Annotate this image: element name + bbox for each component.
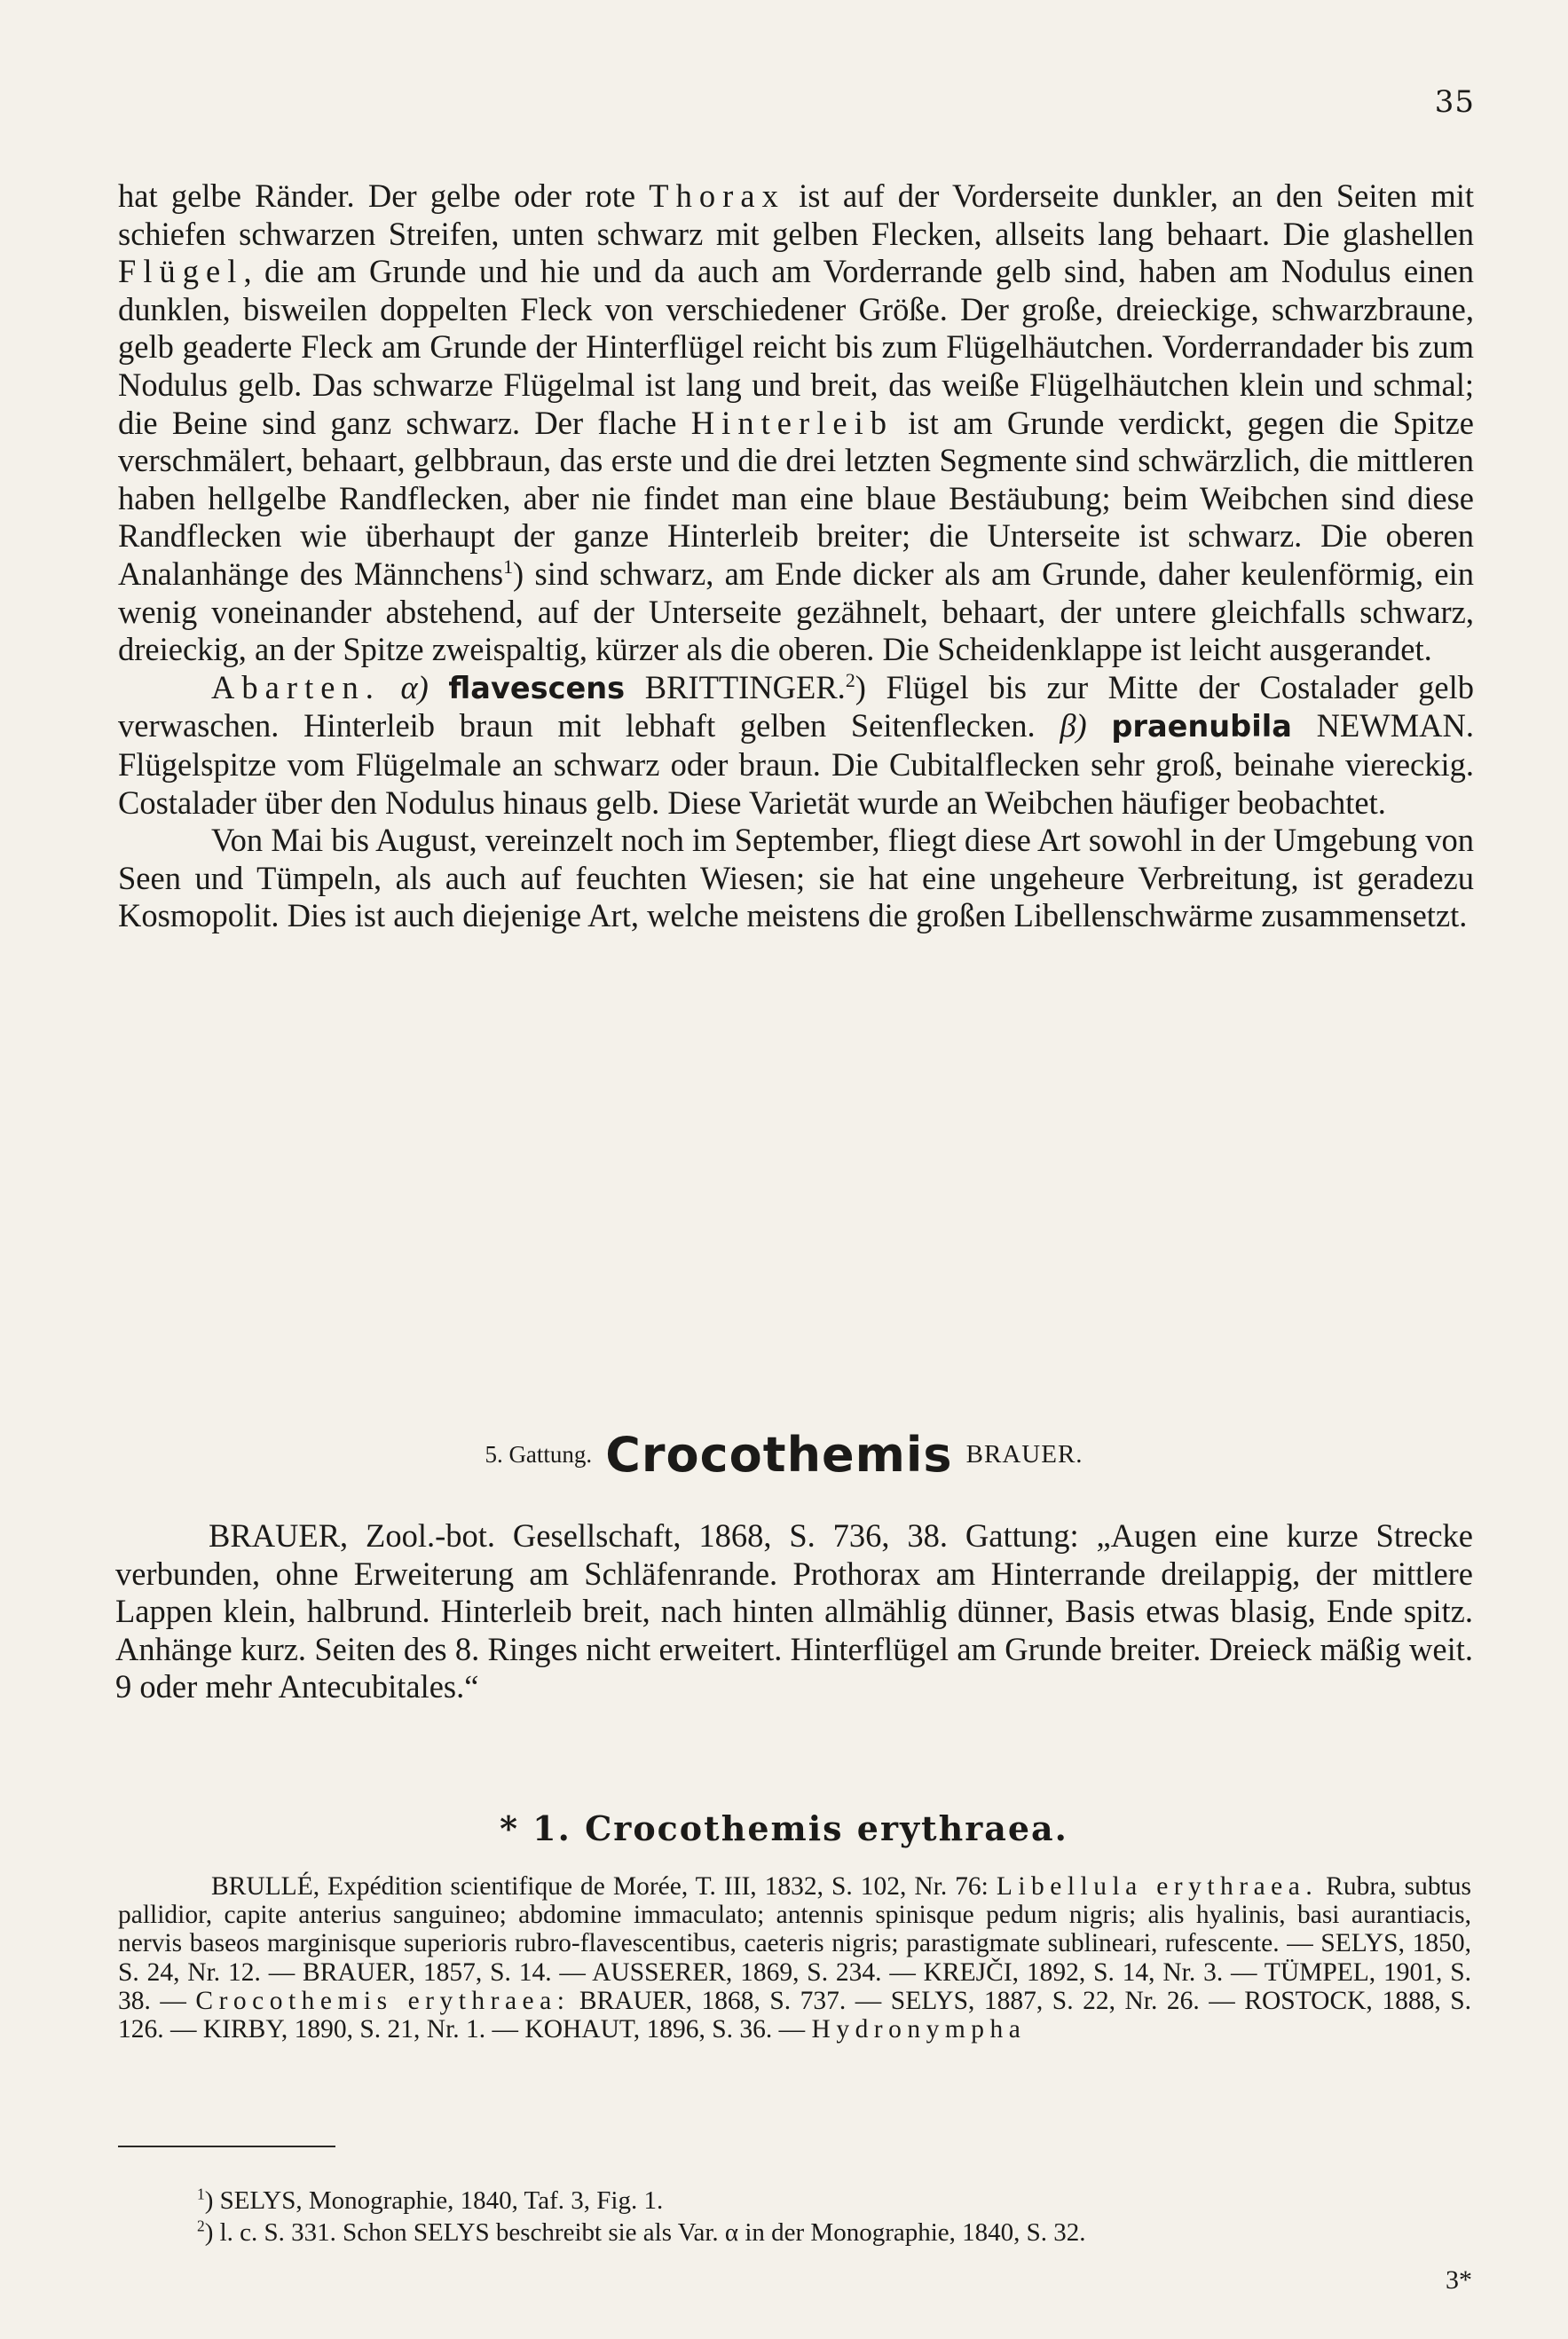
paragraph-distribution: Von Mai bis August, vereinzelt noch im September, fliegt diese Art sowohl in der Umgebung von Seen und Tümpeln, als auch auf feuchten Wiesen; sie hat eine ungeheure Verbreitung, ist geradezu Kosmopolit. Dies ist auch diejenige Art, welche meistens die großen Libellenschwärme zusammensetzt. (118, 822, 1474, 934)
text-run: ) sind schwarz, am Ende dicker als am Grunde, daher keulenförmig, ein wenig voneinander abstehend, auf der Unterseite gezähnelt, behaart, der untere gleichfalls schwarz, dreieckig, an der Spitze zweispaltig, kürzer als die oberen. Die Scheidenklappe ist leicht ausgerandet. (118, 555, 1474, 668)
footnote-ref-2: 2 (845, 668, 855, 691)
genus-author: BRAUER. (965, 1440, 1083, 1469)
variety-flavescens: flavescens (448, 670, 626, 705)
genus-number: 5. Gattung. (485, 1441, 593, 1468)
genus-heading (0, 1427, 1568, 1483)
text-run: Rubra, subtus pallidior, capite anterius sanguineo; abdomine immaculato; antennis spinisque pedum nigris; alis hyalinis, basi aurantiacis, nervis baseos marginisque superioris rubro-flavescentibus, caeteris nigris; parastigmate sublineari, rufescente. — SELYS, 1850, S. 24, Nr. 12. — BRAUER, 1857, S. 14. — AUSSERER, 1869, S. 234. — KREJČI, 1892, S. 14, Nr. 3. — TÜMPEL, 1901, S. 38. — (118, 1872, 1472, 2015)
footnote-mark: 2 (197, 2217, 205, 2235)
genus-name: Crocothemis (605, 1427, 953, 1483)
footnote-2 (197, 2217, 1475, 2248)
text-run: ist am Grunde verdickt, gegen die Spitze verschmälert, behaart, gelbbraun, das erste und die drei letzten Segmente sind schwärzlich, die mittleren haben hellgelbe Randflecken, aber nie findet man eine blaue Bestäubung; beim Weibchen sind diese Randflecken wie überhaupt der ganze Hinterleib breiter; die Unterseite ist schwarz. Die oberen Analanhänge des Männchens (118, 404, 1475, 592)
variety-praenubila: praenubila (1111, 709, 1292, 744)
footnote-1 (197, 2185, 1475, 2217)
footnote-mark: 1 (197, 2185, 205, 2203)
text-run: hat gelbe Ränder. Der gelbe oder rote (118, 177, 650, 214)
footnote-text: ) l. c. S. 331. Schon SELYS beschreibt sie als Var. α in der Monographie, 1840, S. 32. (204, 2218, 1086, 2247)
footnotes (197, 2185, 1475, 2248)
page-number: 35 (1434, 84, 1475, 120)
footnote-text: ) SELYS, Monographie, 1840, Taf. 3, Fig. 1. (204, 2186, 664, 2215)
term-thorax: Thorax (649, 177, 785, 214)
genus-description (115, 1517, 1473, 1706)
main-body-text (118, 177, 1474, 935)
synonymy-block (118, 1872, 1471, 2044)
text-run: BRAUER, 1868, S. 737. — SELYS, 1887, S. 22, Nr. 26. — ROSTOCK, 1888, S. 126. — KIRBY, 1890, S. 21, Nr. 1. — KOHAUT, 1896, S. 36. — (118, 1986, 1472, 2044)
text-run: ) Flügel bis zur Mitte der Costalader gelb verwaschen. Hinterleib braun mit lebhaft gelben Seitenflecken. (118, 668, 1475, 744)
term-abarten: Abarten. (211, 668, 381, 705)
synonymy-paragraph (118, 1872, 1471, 2044)
text-run: , die am Grunde und hie und da auch am Vorderrande gelb sind, haben am Nodulus einen dunklen, bisweilen doppelten Fleck von verschiedener Größe. Der große, dreieckige, schwarzbraune, gelb geaderte Fleck am Grunde der Hinterflügel reicht bis zum Flügelhäutchen. Vorderrandader bis zum Nodulus gelb. Das schwarze Flügelmal ist lang und breit, das weiße Flügelhäutchen klein und schmal; die Beine sind ganz schwarz. Der flache (118, 253, 1474, 441)
synonym-libellula: Libellula erythraea. (996, 1872, 1319, 1901)
variety-a-label: α) (380, 668, 429, 705)
paragraph-description (118, 177, 1474, 669)
paragraph-varieties (118, 669, 1474, 822)
variety-a-author: BRITTINGER. (625, 668, 846, 705)
genus-paragraph: BRAUER, Zool.-bot. Gesellschaft, 1868, S. 736, 38. Gattung: „Augen eine kurze Strecke verbunden, ohne Erweiterung am Schläfenrande. Prothorax am Hinterrande dreilappig, der mittlere Lappen klein, halbrund. Hinterleib breit, nach hinten allmählig dünner, Basis etwas blasig, Ende spitz. Anhänge kurz. Seiten des 8. Ringes nicht erweitert. Hinterflügel am Grunde breiter. Dreieck mäßig weit. 9 oder mehr Antecubitales.“ (115, 1517, 1473, 1705)
text-run: BRULLÉ, Expédition scientifique de Morée, T. III, 1832, S. 102, Nr. 76: (211, 1872, 997, 1901)
footnote-divider (118, 2146, 335, 2147)
term-hinterleib: Hinterleib (690, 404, 894, 441)
species-heading: * 1. Crocothemis erythraea. (500, 1808, 1068, 1848)
synonym-crocothemis: Crocothemis erythraea: (195, 1986, 571, 2015)
printer-signature: 3* (1446, 2265, 1472, 2295)
footnote-ref-1: 1 (503, 555, 514, 578)
text-run: ist auf der Vorderseite dunkler, an den Seiten mit schiefen schwarzen Streifen, unten schwarz mit gelben Flecken, allseits lang behaart. Die glashellen (118, 177, 1474, 252)
term-fluegel: Flügel (118, 253, 244, 290)
variety-b-label: β) (1060, 707, 1087, 744)
synonym-hydronympha: Hydronympha (811, 2015, 1027, 2044)
text-run: NEWMAN. Flügelspitze vom Flügelmale an schwarz oder braun. Die Cubitalflecken sehr groß, beinahe viereckig. Costalader über den Nodulus hinaus gelb. Diese Varietät wurde an Weibchen häufiger beobachtet. (118, 707, 1474, 821)
